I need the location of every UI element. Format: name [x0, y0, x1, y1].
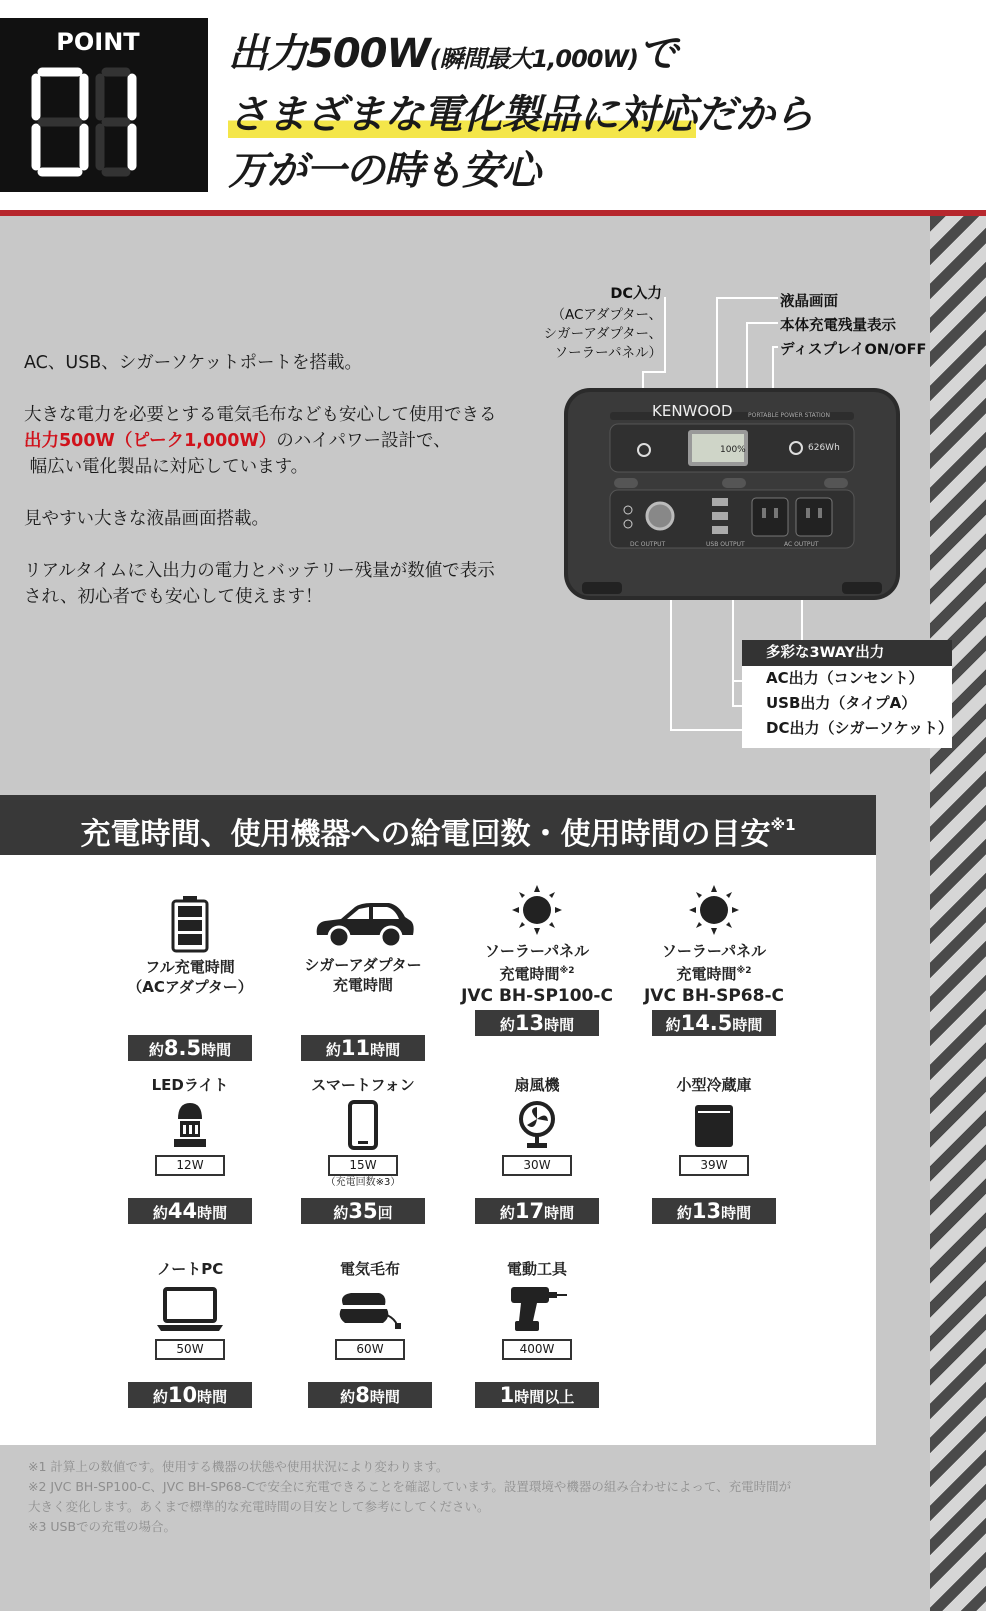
footnote-3: ※3 USBでの充電の場合。 [28, 1519, 177, 1534]
device-name: 扇風機 [514, 1076, 560, 1094]
intro-p2c: 幅広い電化製品に対応しています。 [29, 457, 309, 477]
section-title-text: 充電時間、使用機器への給電回数・使用時間の目安 [80, 817, 771, 852]
callout-lcd [780, 290, 926, 362]
header [0, 0, 986, 214]
result-prefix: 約 [148, 1041, 164, 1059]
callout-dc-sub2: シガーアダプター、 [543, 326, 662, 342]
result-prefix: 約 [499, 1204, 515, 1222]
watt-box: 60W [335, 1339, 405, 1360]
device-name: 電動工具 [506, 1260, 567, 1278]
charge-title2: （ACアダプター） [127, 978, 253, 996]
leader-line [670, 729, 742, 731]
intro-p4b: され、初心者でも安心して使えます！ [24, 587, 323, 607]
leader-line [746, 322, 778, 324]
charge-count-note: （充電回数※3） [325, 1177, 401, 1188]
charge-title2: 充電時間 [676, 965, 737, 983]
result-unit: 時間 [544, 1016, 575, 1034]
device-name: 電気毛布 [339, 1260, 400, 1278]
result-value: 10 [167, 1383, 198, 1407]
watt-box: 30W [502, 1155, 572, 1176]
result-badge [128, 1382, 252, 1408]
callout-lcd2: 本体充電残量表示 [780, 318, 896, 334]
charge-ac [108, 895, 272, 1061]
charge-solar-68 [632, 885, 796, 1036]
leader-line [716, 297, 778, 299]
charge-note: ※2 [559, 966, 575, 976]
callout-dc-sub1: （ACアダプター、 [551, 307, 662, 323]
device-capacity: 626Wh [808, 443, 840, 453]
laptop-icon [155, 1283, 225, 1335]
sun-icon [512, 885, 562, 935]
charge-solar-100 [455, 885, 619, 1036]
footnote-2-cont: 大きく変化します。あくまで標準的な充電時間の目安として参考にしてください。 [28, 1499, 490, 1514]
intro-text [24, 350, 544, 636]
device-fridge [632, 1075, 796, 1224]
headline-line3: 万が一の時も安心 [228, 148, 540, 194]
battery-icon [170, 895, 210, 953]
headline-line1: 出力500W [228, 31, 430, 77]
result-value: 44 [167, 1199, 198, 1223]
footnotes [28, 1457, 898, 1537]
result-value: 13 [514, 1011, 545, 1035]
three-way-output-box [742, 640, 952, 748]
charge-title: ソーラーパネル [661, 942, 767, 960]
result-unit: 時間 [544, 1204, 575, 1222]
leader-line [642, 371, 666, 373]
output-ac: AC出力（コンセント） [766, 669, 924, 687]
result-badge [652, 1010, 776, 1036]
result-value: 13 [691, 1199, 722, 1223]
headline-line2-end: だから [696, 92, 813, 138]
device-name: スマートフォン [311, 1076, 415, 1094]
intro-p2a: 大きな電力を必要とする電気毛布なども安心して使用できる [24, 405, 497, 425]
result-unit: 時間 [369, 1388, 400, 1406]
leader-line [732, 705, 742, 707]
result-badge [301, 1035, 425, 1061]
callout-dc-title: DC入力 [610, 286, 662, 302]
result-badge [652, 1198, 776, 1224]
intro-p2b: のハイパワー設計で、 [276, 431, 451, 451]
blanket-icon [335, 1283, 405, 1335]
intro-p4 [24, 558, 544, 610]
result-value: 1 [499, 1383, 515, 1407]
result-prefix: 約 [499, 1016, 515, 1034]
intro-p1: AC、USB、シガーソケットポートを搭載。 [24, 353, 363, 373]
result-prefix: 約 [676, 1204, 692, 1222]
charge-title: フル充電時間 [145, 958, 235, 976]
watt-box: 15W [328, 1155, 398, 1176]
three-way-title: 多彩な3WAY出力 [742, 640, 952, 666]
smartphone-icon [347, 1099, 379, 1151]
result-prefix: 約 [333, 1204, 349, 1222]
intro-p4a: リアルタイムに入出力の電力とバッテリー残量が数値で表示 [24, 561, 495, 581]
result-unit: 時間 [197, 1204, 228, 1222]
result-badge [475, 1382, 599, 1408]
result-unit: 時間 [370, 1041, 401, 1059]
result-unit: 時間 [732, 1016, 763, 1034]
charge-cigar [281, 895, 445, 1061]
result-value: 14.5 [680, 1011, 733, 1035]
sun-icon [689, 885, 739, 935]
callout-lcd1: 液晶画面 [780, 294, 838, 310]
result-unit: 時間 [201, 1041, 232, 1059]
fridge-icon [692, 1099, 736, 1151]
section-title-note: ※1 [770, 816, 796, 834]
device-led [108, 1075, 272, 1224]
result-badge [308, 1382, 432, 1408]
leader-line [664, 297, 666, 371]
result-value: 11 [340, 1036, 371, 1060]
headline-highlight: さまざまな電化製品に対応 [228, 92, 696, 138]
power-station-image [562, 386, 902, 602]
charge-title: シガーアダプター [304, 956, 422, 974]
device-name: 小型冷蔵庫 [676, 1076, 752, 1094]
intro-p2 [24, 402, 544, 480]
callout-lcd3: ディスプレイON/OFF [780, 342, 927, 358]
device-laptop [108, 1259, 272, 1408]
device-dc-output: DC OUTPUT [630, 541, 666, 548]
result-value: 17 [514, 1199, 545, 1223]
charge-title2: 充電時間 [332, 976, 393, 994]
result-value: 8.5 [163, 1036, 202, 1060]
headline [228, 26, 968, 199]
result-prefix: 約 [340, 1388, 356, 1406]
footnote-2: ※2 JVC BH-SP100-C、JVC BH-SP68-Cで安全に充電できることを確認しています。設置環境や機器の組み合わせによって、充電時間が [28, 1479, 792, 1494]
output-usb: USB出力（タイプA） [766, 694, 917, 712]
result-value: 35 [348, 1199, 378, 1223]
point-label: POINT [56, 28, 140, 56]
device-usb-output: USB OUTPUT [706, 541, 745, 548]
result-badge [128, 1035, 252, 1061]
device-ac-output: AC OUTPUT [784, 541, 819, 548]
result-value: 8 [355, 1383, 370, 1407]
solar-model: JVC BH-SP100-C [461, 986, 613, 1006]
result-badge [128, 1198, 252, 1224]
watt-box: 12W [155, 1155, 225, 1176]
intro-output-red: 出力500W（ピーク1,000W） [24, 431, 277, 451]
device-fan [455, 1075, 619, 1224]
result-unit: 時間 [721, 1204, 752, 1222]
result-badge [475, 1198, 599, 1224]
lantern-icon [170, 1099, 210, 1151]
charge-title: ソーラーパネル [484, 942, 590, 960]
result-prefix: 約 [152, 1388, 168, 1406]
point-badge [0, 18, 208, 192]
callout-dc-input [520, 282, 662, 363]
result-prefix: 約 [325, 1041, 341, 1059]
result-prefix: 約 [665, 1016, 681, 1034]
result-badge [301, 1198, 425, 1224]
solar-model: JVC BH-SP68-C [643, 986, 784, 1006]
intro-p3: 見やすい大きな液晶画面搭載。 [24, 509, 269, 529]
point-number-01 [28, 66, 168, 178]
watt-box: 400W [502, 1339, 572, 1360]
headline-line1-end: で [637, 31, 677, 77]
car-icon [311, 895, 415, 951]
device-name: ノートPC [156, 1260, 224, 1278]
device-blanket [288, 1259, 452, 1408]
device-smartphone [281, 1075, 445, 1224]
device-model-line: PORTABLE POWER STATION [748, 412, 830, 419]
headline-peak-note: (瞬間最大1,000W) [429, 45, 638, 73]
result-unit: 時間 [197, 1388, 228, 1406]
result-prefix: 約 [152, 1204, 168, 1222]
output-dc: DC出力（シガーソケット） [766, 719, 953, 737]
section-band [0, 795, 876, 855]
watt-box: 39W [679, 1155, 749, 1176]
callout-dc-sub3: ソーラーパネル） [554, 345, 662, 361]
watt-box: 50W [155, 1339, 225, 1360]
device-power-tool [455, 1259, 619, 1408]
charge-title2: 充電時間 [499, 965, 560, 983]
charge-note: ※2 [736, 966, 752, 976]
fan-icon [517, 1099, 557, 1151]
footnote-1: ※1 計算上の数値です。使用する機器の状態や使用状況により変わります。 [28, 1459, 449, 1474]
device-name: LEDライト [151, 1076, 229, 1094]
striped-border [930, 216, 986, 1611]
device-lcd-value: 100% [720, 445, 746, 455]
result-badge [475, 1010, 599, 1036]
result-unit: 時間以上 [514, 1388, 575, 1406]
result-unit: 回 [377, 1204, 393, 1222]
usage-panel [0, 855, 876, 1445]
device-brand: KENWOOD [652, 402, 733, 420]
drill-icon [505, 1283, 569, 1335]
